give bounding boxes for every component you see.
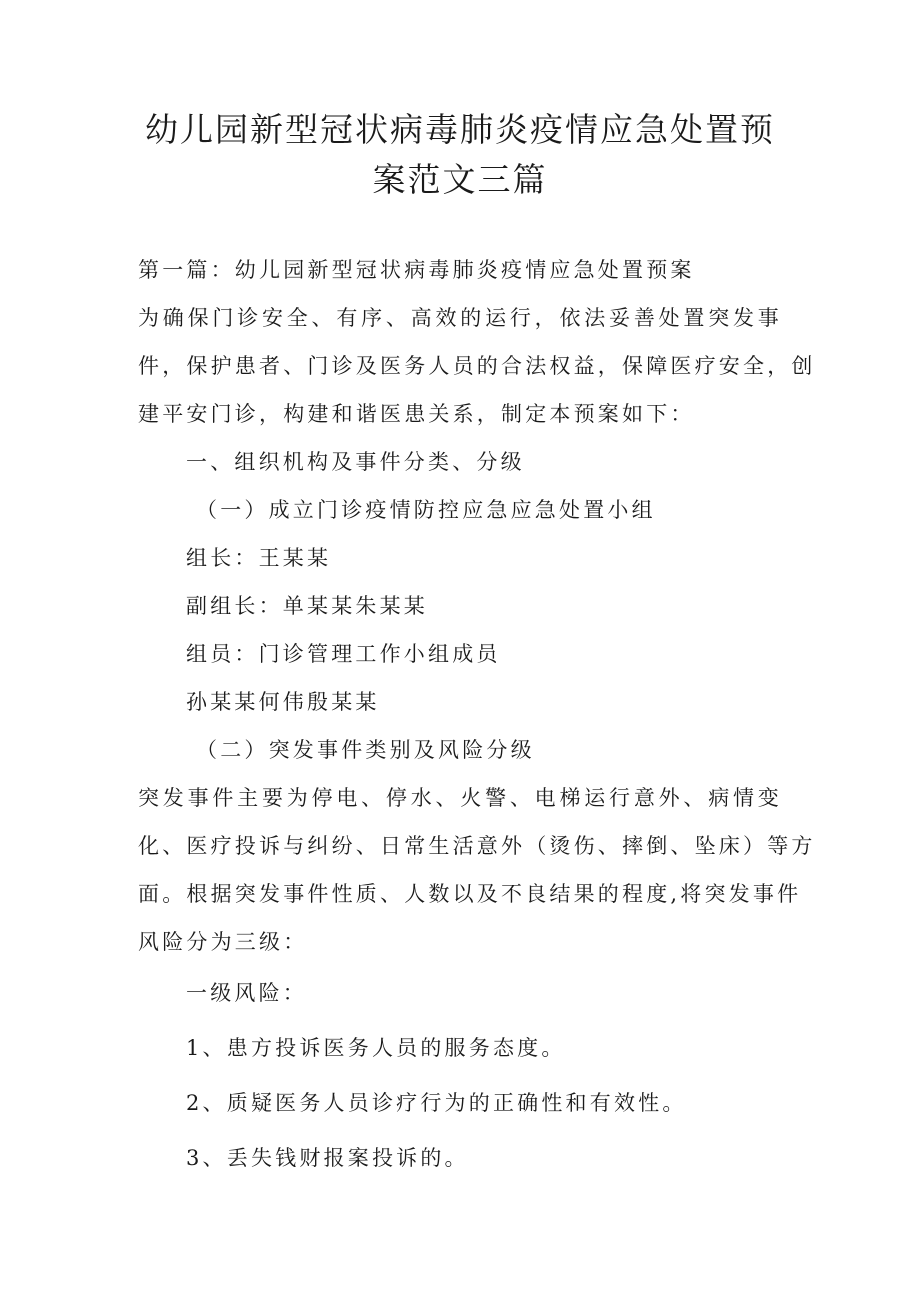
risk-item-1: 1、患方投诉医务人员的服务态度。 bbox=[186, 1036, 566, 1060]
team-leader: 组长：王某某 bbox=[186, 546, 332, 570]
risk-item-3: 3、丢失钱财报案投诉的。 bbox=[186, 1146, 469, 1170]
document-title-line-2: 案范文三篇 bbox=[372, 160, 548, 199]
heading-organization: 一、组织机构及事件分类、分级 bbox=[186, 450, 525, 474]
team-members: 组员：门诊管理工作小组成员 bbox=[186, 642, 501, 666]
events-paragraph-line-2: 化、医疗投诉与纠纷、日常生活意外（烫伤、摔倒、坠床）等方 bbox=[138, 834, 816, 858]
subheading-event-categories: （二）突发事件类别及风险分级 bbox=[196, 738, 535, 762]
risk-item-2: 2、质疑医务人员诊疗行为的正确性和有效性。 bbox=[186, 1091, 687, 1115]
deputy-team-leader: 副组长：单某某朱某某 bbox=[186, 594, 428, 618]
events-paragraph-line-3: 面。根据突发事件性质、人数以及不良结果的程度,将突发事件 bbox=[138, 882, 802, 906]
section-heading-first-part: 第一篇：幼儿园新型冠状病毒肺炎疫情应急处置预案 bbox=[138, 258, 695, 282]
intro-paragraph-line-3: 建平安门诊，构建和谐医患关系，制定本预案如下： bbox=[138, 402, 695, 426]
events-paragraph-line-1: 突发事件主要为停电、停水、火警、电梯运行意外、病情变 bbox=[138, 786, 782, 810]
intro-paragraph-line-2: 件，保护患者、门诊及医务人员的合法权益，保障医疗安全，创 bbox=[138, 354, 816, 378]
risk-level-one-heading: 一级风险： bbox=[186, 981, 307, 1005]
subheading-emergency-team: （一）成立门诊疫情防控应急应急处置小组 bbox=[196, 498, 656, 522]
team-member-names: 孙某某何伟殷某某 bbox=[186, 690, 380, 714]
events-paragraph-line-4: 风险分为三级： bbox=[138, 930, 308, 954]
document-title-line-1: 幼儿园新型冠状病毒肺炎疫情应急处置预 bbox=[145, 110, 775, 149]
intro-paragraph-line-1: 为确保门诊安全、有序、高效的运行，依法妥善处置突发事 bbox=[138, 306, 782, 330]
